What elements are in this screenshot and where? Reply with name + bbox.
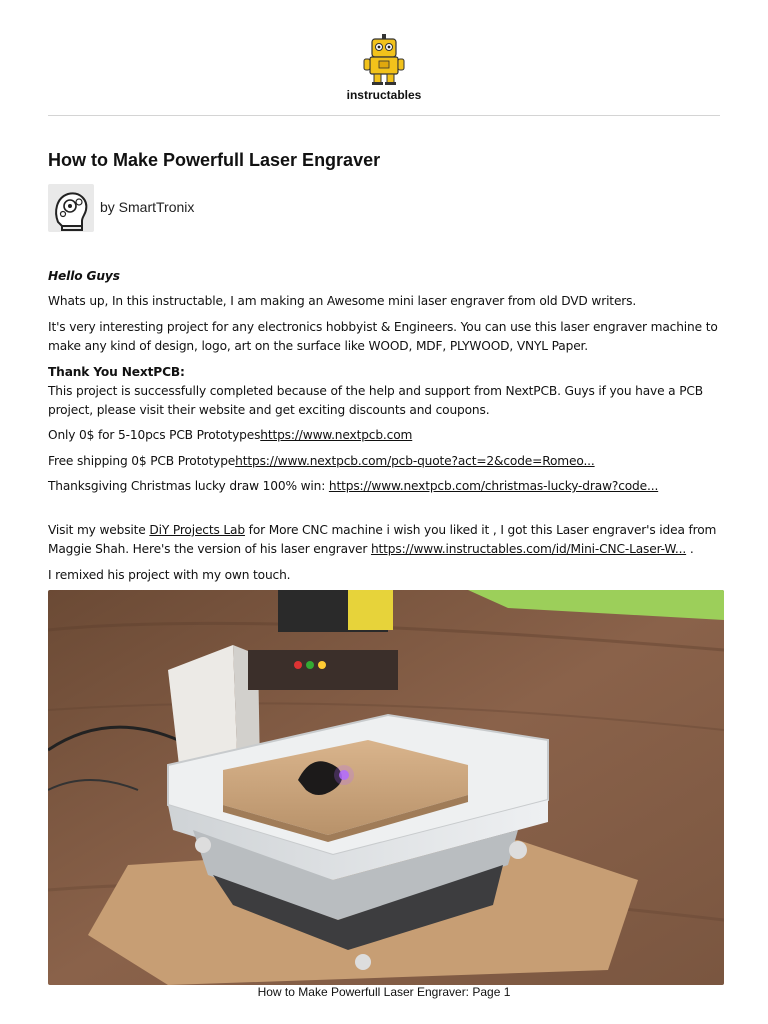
visit-middle: for More CNC machine i wish you liked it , I got this Laser engraver's idea from Maggie Shah. Here's the version of his laser engraver: [48, 523, 717, 556]
description-paragraph: It's very interesting project for any electronics hobbyist & Engineers. You can use this laser engraver machine to make any kind of design, logo, art on the surface like WOOD, MDF, PLYWOOD, VNYL Paper.: [48, 320, 718, 353]
offer3-text: Thanksgiving Christmas lucky draw 100% win:: [48, 479, 329, 493]
visit-prefix: Visit my website: [48, 523, 150, 537]
thanks-section: [48, 363, 732, 420]
header-divider: [48, 115, 720, 116]
laser-engraver-photo: [48, 590, 724, 985]
offer2-text: Free shipping 0$ PCB Prototype⁣: [48, 454, 236, 468]
offer-line-3: [48, 477, 732, 496]
page-header: [0, 0, 768, 116]
visit-suffix: .: [686, 542, 694, 556]
author-byline[interactable]: by SmartTronix: [100, 199, 195, 215]
brand-name[interactable]: instructables: [346, 88, 422, 102]
offer-line-2: [48, 452, 732, 471]
instructables-source-link[interactable]: https://www.instructables.com/id/Mini-CNC-Laser-W...: [370, 542, 687, 556]
greeting: [48, 267, 732, 286]
remix-paragraph: I remixed his project with my own touch.: [48, 568, 291, 582]
page-footer: How to Make Powerfull Laser Engraver: Page 1: [257, 985, 511, 999]
visit-paragraph: [48, 521, 732, 559]
author-avatar[interactable]: [48, 184, 94, 232]
diy-projects-lab-link[interactable]: DiY Projects Lab: [149, 523, 245, 537]
photo-illustration: [48, 590, 724, 985]
author-avatar-icon: [48, 184, 94, 232]
offer3-link[interactable]: https://www.nextpcb.com/christmas-lucky-draw?code...: [328, 479, 659, 493]
offer1-text: Only 0$ for 5-10pcs PCB Prototypes⁣: [48, 428, 261, 442]
greeting-text: Hello Guys: [48, 269, 120, 283]
thanks-heading: Thank You NextPCB:: [48, 365, 185, 379]
thanks-text: This project is successfully completed because of the help and support from NextPCB. Guys if you have a PCB project, please visit their website and get exciting discounts and coupons.: [48, 384, 703, 417]
offer2-link[interactable]: https://www.nextpcb.com/pcb-quote?act=2&code=Romeo...: [235, 454, 595, 468]
offer-line-1: [48, 426, 732, 445]
robot-mascot-icon[interactable]: [362, 34, 406, 86]
article-title: How to Make Powerfull Laser Engraver: [48, 150, 381, 170]
offer1-link[interactable]: https://www.nextpcb.com: [260, 428, 413, 442]
intro-paragraph: Whats up, In this instructable, I am making an Awesome mini laser engraver from old DVD writers.: [48, 294, 637, 308]
